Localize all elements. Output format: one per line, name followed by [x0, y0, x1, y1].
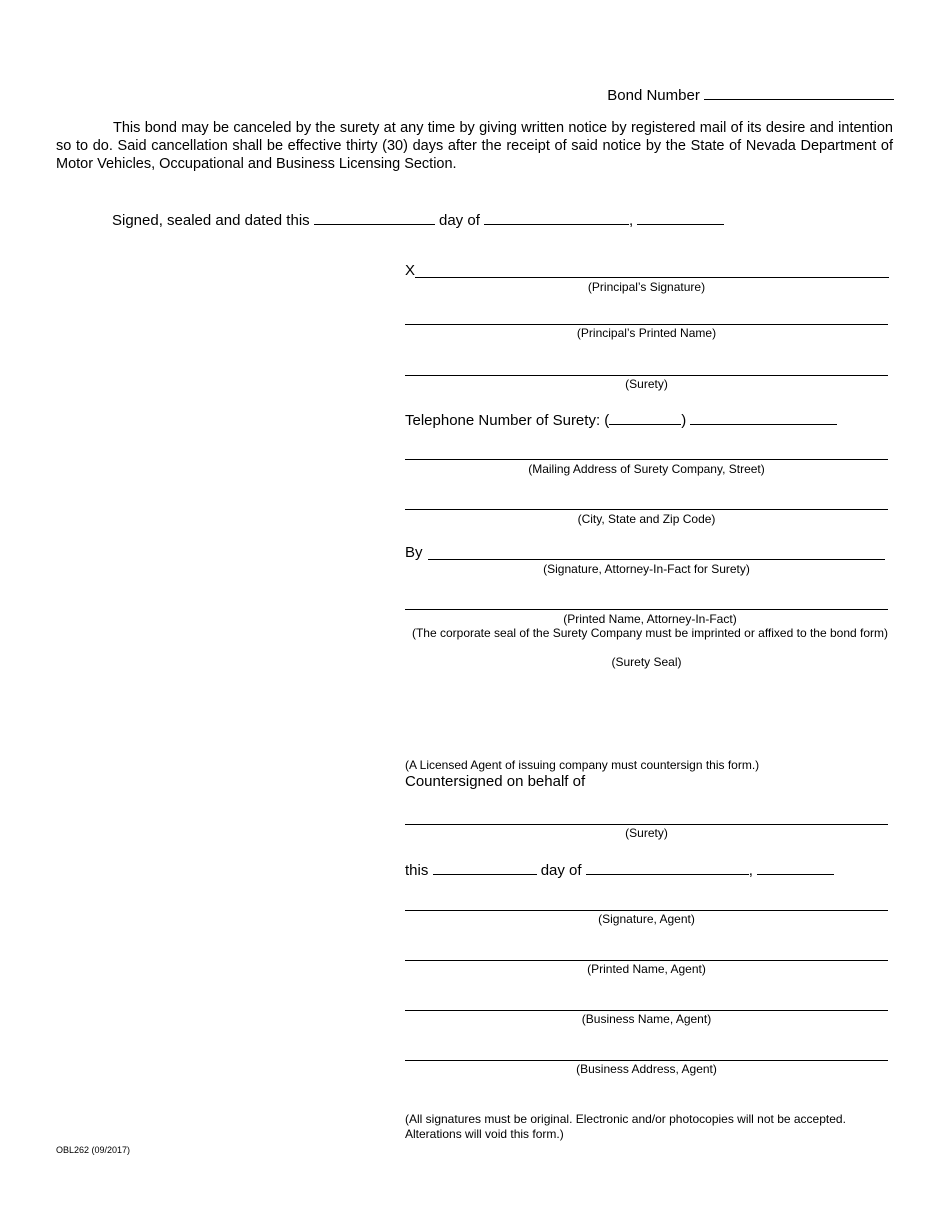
attorney-printed-name-line[interactable] — [405, 609, 888, 610]
surety-caption: (Surety) — [625, 377, 668, 391]
surety-city-caption: (City, State and Zip Code) — [577, 512, 716, 526]
by-label: By — [405, 544, 423, 561]
attorney-printed-name-caption: (Printed Name, Attorney-In-Fact) — [563, 612, 737, 626]
cancellation-paragraph: This bond may be canceled by the surety at any time by giving written notice by registered mail of its desire and intention so to do. Said cancellation shall be effective thirty (30) days after the receipt of said notice by the State of Nevada Department of Motor Vehicles, Occupational and Business Licensing Section. — [56, 120, 893, 172]
signed-month-field[interactable] — [484, 209, 629, 225]
signed-sealed-label: Signed, sealed and dated this — [112, 212, 310, 229]
telephone-label: Telephone Number of Surety: ( — [405, 412, 610, 429]
principal-signature-line[interactable] — [415, 277, 889, 278]
countersign-year-field[interactable] — [757, 859, 834, 875]
agent-business-address-line[interactable] — [405, 1060, 888, 1061]
surety-line[interactable] — [405, 375, 888, 376]
bond-number-field[interactable] — [704, 84, 894, 100]
agent-signature-caption: (Signature, Agent) — [598, 912, 695, 926]
signed-sealed-line — [112, 209, 724, 230]
telephone-area-code-field[interactable] — [609, 409, 681, 425]
signed-day-of-label: day of — [439, 212, 480, 229]
signed-day-field[interactable] — [314, 209, 435, 225]
agent-business-address-caption: (Business Address, Agent) — [576, 1062, 717, 1076]
surety-seal-caption: (Surety Seal) — [611, 655, 682, 669]
agent-business-name-caption: (Business Name, Agent) — [581, 1012, 712, 1026]
corporate-seal-note: (The corporate seal of the Surety Company must be imprinted or affixed to the bond form) — [411, 626, 888, 640]
principal-printed-name-caption: (Principal’s Printed Name) — [576, 326, 717, 340]
telephone-close-paren: ) — [681, 412, 687, 429]
this-label: this — [405, 862, 429, 879]
countersign-month-field[interactable] — [586, 859, 749, 875]
attorney-signature-line[interactable] — [428, 559, 885, 560]
signed-comma: , — [629, 212, 634, 229]
principal-signature-caption: (Principal’s Signature) — [587, 280, 706, 294]
surety-telephone-row — [405, 409, 837, 430]
telephone-number-field[interactable] — [690, 409, 837, 425]
countersign-surety-caption: (Surety) — [625, 826, 668, 840]
countersigned-title: Countersigned on behalf of — [405, 773, 586, 790]
countersign-comma: , — [748, 862, 753, 879]
signed-year-field[interactable] — [637, 209, 724, 225]
principal-x-mark: X — [405, 262, 416, 279]
agent-printed-name-caption: (Printed Name, Agent) — [587, 962, 706, 976]
attorney-signature-caption: (Signature, Attorney-In-Fact for Surety) — [543, 562, 750, 576]
form-code: OBL262 (09/2017) — [56, 1145, 131, 1155]
countersign-date-row — [405, 859, 834, 880]
surety-city-line[interactable] — [405, 509, 888, 510]
surety-mailing-address-line[interactable] — [405, 459, 888, 460]
licensed-agent-note: (A Licensed Agent of issuing company must countersign this form.) — [405, 758, 760, 772]
bond-number-row — [607, 84, 894, 105]
bond-number-label: Bond Number — [607, 87, 700, 104]
surety-mailing-address-caption: (Mailing Address of Surety Company, Street) — [528, 462, 765, 476]
principal-printed-name-line[interactable] — [405, 324, 888, 325]
agent-business-name-line[interactable] — [405, 1010, 888, 1011]
countersign-day-of-label: day of — [540, 862, 582, 879]
countersign-surety-line[interactable] — [405, 824, 888, 825]
countersign-day-field[interactable] — [433, 859, 537, 875]
agent-printed-name-line[interactable] — [405, 960, 888, 961]
signatures-note: (All signatures must be original. Electronic and/or photocopies will not be accepted. Alterations will void this form.) — [405, 1112, 846, 1141]
agent-signature-line[interactable] — [405, 910, 888, 911]
